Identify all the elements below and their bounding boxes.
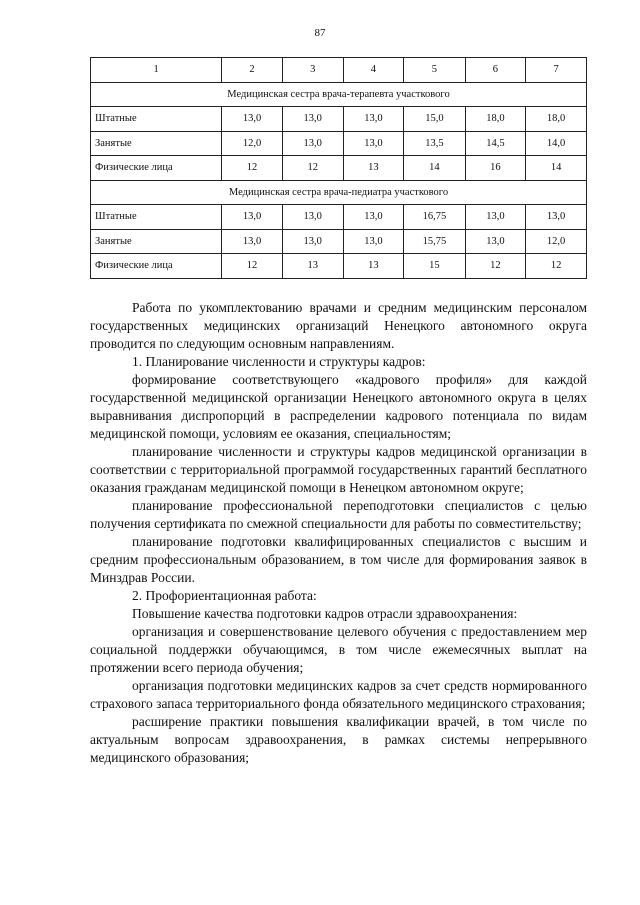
table-cell: 13,0 [465,229,526,254]
row-label: Физические лица [91,156,222,181]
table-cell: 18,0 [465,107,526,132]
table-cell: 13 [282,254,343,279]
row-label: Физические лица [91,254,222,279]
table-row [91,131,587,156]
table-cell: 13,0 [465,205,526,230]
table-header-cell: 4 [343,58,404,83]
paragraph: планирование подготовки квалифицированных специалистов с высшим и средним профессиональным образованием, в том числе для формирования заявок в Минздрав России. [90,534,587,585]
table-cell: 13,0 [343,131,404,156]
table-row [91,229,587,254]
table-header-cell: 5 [404,58,465,83]
table-cell: 15,0 [404,107,465,132]
table-cell: 13,0 [282,131,343,156]
table-cell: 13,0 [282,229,343,254]
staffing-table [90,57,587,279]
paragraph: планирование численности и структуры кадров медицинской организации в соответствии с территориальной программой государственных гарантий бесплатного оказания гражданам медицинской помощи в Ненецком автономном округе; [90,444,587,495]
table-header-cell: 2 [222,58,283,83]
table-cell: 13,0 [343,205,404,230]
table-cell: 13 [343,254,404,279]
table-cell: 13,0 [526,205,587,230]
table-row [91,107,587,132]
table-header-cell: 7 [526,58,587,83]
section-title: Медицинская сестра врача-терапевта участкового [91,82,587,107]
row-label: Занятые [91,131,222,156]
paragraph: планирование профессиональной переподготовки специалистов с целью получения сертификата по смежной специальности для работы по совместительству; [90,498,587,531]
table-header-cell: 3 [282,58,343,83]
table-header-cell: 1 [91,58,222,83]
table-cell: 14 [526,156,587,181]
paragraph: организация подготовки медицинских кадров за счет средств нормированного страхового запаса территориального фонда обязательного медицинского страхования; [90,678,587,711]
table-cell: 12 [222,156,283,181]
table-cell: 14 [404,156,465,181]
table-cell: 12 [222,254,283,279]
table-section-row [91,180,587,205]
paragraph: организация и совершенствование целевого обучения с предоставлением мер социальной поддержки обучающимся, в том числе ежемесячных выплат на протяжении всего периода обучения; [90,624,587,675]
table-cell: 12 [282,156,343,181]
table-cell: 13,0 [282,107,343,132]
paragraph: 1. Планирование численности и структуры кадров: [132,354,426,369]
table-header-row [91,58,587,83]
table-cell: 13,0 [222,205,283,230]
paragraph: формирование соответствующего «кадрового профиля» для каждой государственной медицинской организации Ненецкого автономного округа в целях выравнивания диспропорций в распределении кадрового потенциала по видам медицинской помощи, условиям ее оказания, специальностям; [90,372,587,441]
row-label: Штатные [91,107,222,132]
table-section-row [91,82,587,107]
table-cell: 18,0 [526,107,587,132]
table-cell: 13,5 [404,131,465,156]
table-cell: 16 [465,156,526,181]
table-cell: 13,0 [343,229,404,254]
paragraph: Повышение качества подготовки кадров отрасли здравоохранения: [132,606,518,621]
row-label: Штатные [91,205,222,230]
table-cell: 13,0 [343,107,404,132]
table-cell: 15 [404,254,465,279]
paragraph: Работа по укомплектованию врачами и средним медицинским персоналом государственных медицинских организаций Ненецкого автономного округа проводится по следующим основным направлениям. [90,300,587,351]
table-row [91,205,587,230]
table-cell: 13,0 [282,205,343,230]
table-row [91,156,587,181]
table-cell: 13 [343,156,404,181]
table-cell: 15,75 [404,229,465,254]
table-cell: 16,75 [404,205,465,230]
table-row [91,254,587,279]
table-cell: 14,5 [465,131,526,156]
paragraph: расширение практики повышения квалификации врачей, в том числе по актуальным вопросам здравоохранения, в рамках системы непрерывного медицинского образования; [90,714,587,765]
table-cell: 12,0 [526,229,587,254]
table-header-cell: 6 [465,58,526,83]
table-cell: 12 [465,254,526,279]
paragraph: 2. Профориентационная работа: [132,588,317,603]
row-label: Занятые [91,229,222,254]
table-cell: 13,0 [222,229,283,254]
section-title: Медицинская сестра врача-педиатра участкового [91,180,587,205]
table-cell: 12,0 [222,131,283,156]
table-cell: 13,0 [222,107,283,132]
table-cell: 12 [526,254,587,279]
table-cell: 14,0 [526,131,587,156]
page-number: 87 [314,27,326,39]
body-text [90,299,587,767]
